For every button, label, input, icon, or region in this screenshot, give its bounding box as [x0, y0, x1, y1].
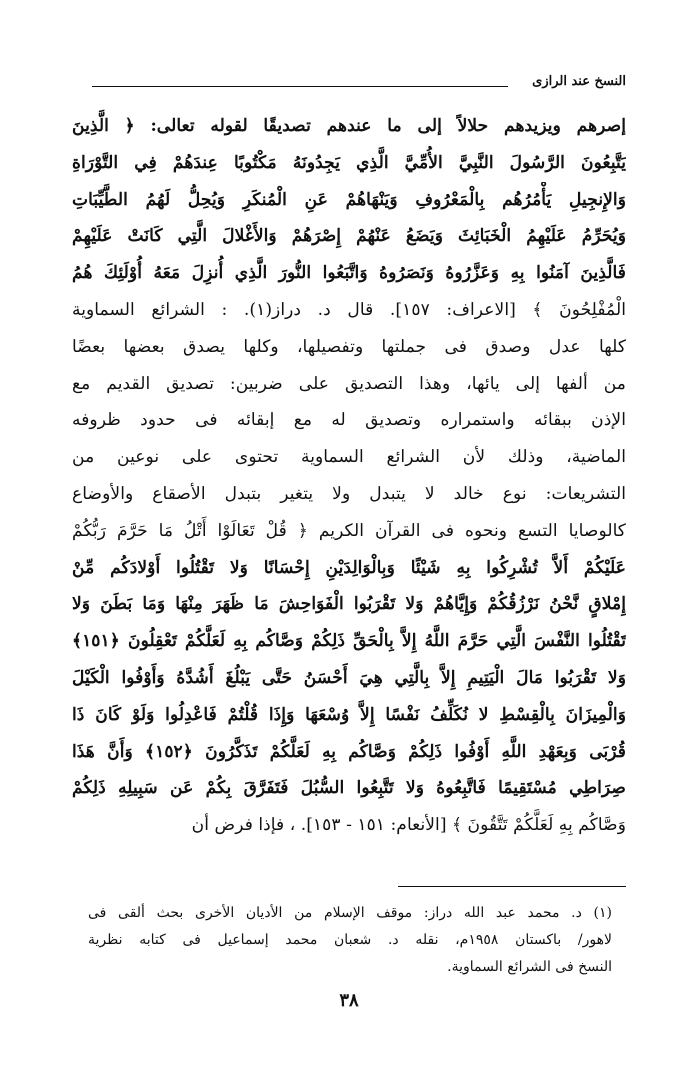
page-number: ٣٨: [339, 990, 359, 1011]
body-line: وَيُحَرِّمُ عَلَيْهِمُ الْخَبَائِثَ وَيَضَعُ عَنْهُمْ إِصْرَهُمْ وَالأَغْلالَ الَّتِي كَانَتْ عَلَيْهِمْ: [72, 226, 626, 247]
body-line: من ألفها إلى يائها، وهذا التصديق على ضربين: تصديق القديم مع: [72, 373, 626, 394]
body-line: صِرَاطِي مُسْتَقِيمًا فَاتَّبِعُوهُ وَلا تَتَّبِعُوا السُّبُلَ فَتَفَرَّقَ بِكُمْ عَن سَبِيلِهِ ذَلِكُمْ: [72, 778, 626, 799]
footnote-line: (١) د. محمد عبد الله دراز: موقف الإسلام من الأديان الأخرى بحث ألقى فى: [88, 905, 612, 921]
body-line: الإذن ببقائه واستمراره وتصديق له مع إبقائه فى حدود ظروفه: [72, 410, 626, 431]
body-line: فَالَّذِينَ آمَنُوا بِهِ وَعَزَّرُوهُ وَنَصَرُوهُ وَاتَّبَعُوا النُّورَ الَّذِي أُنزِلَ مَعَهُ أُوْلَئِكَ هُمُ: [72, 263, 626, 284]
body-line: إصرهم ويزيدهم حلالاً إلى ما عندهم تصديقًا لقوله تعالى: ﴿ الَّذِينَ: [72, 116, 626, 136]
running-header: [92, 76, 626, 94]
footnote-line: لاهور/ باكستان ١٩٥٨م، نقله د. شعبان محمد إسماعيل فى كتابه نظرية: [88, 932, 612, 948]
body-text: [72, 108, 626, 844]
body-line: الْمُفْلِحُونَ ﴾ [الاعراف: ١٥٧]. قال د. دراز(١). : الشرائع السماوية: [72, 299, 626, 320]
body-line: عَلَيْكُمْ أَلاَّ تُشْرِكُوا بِهِ شَيْئًا وَبِالْوَالِدَيْنِ إِحْسَانًا وَلا تَقْتُلُوا أَوْلادَكُم مِّنْ: [72, 557, 626, 578]
body-line: كالوصايا التسع ونحوه فى القرآن الكريم ﴿ قُلْ تَعَالَوْا أَتْلُ مَا حَرَّمَ رَبُّكُمْ: [72, 520, 626, 541]
footnotes: [88, 900, 612, 981]
body-line: تَقْتُلُوا النَّفْسَ الَّتِي حَرَّمَ اللَّهُ إِلاَّ بِالْحَقِّ ذَلِكُمْ وَصَّاكُم بِهِ لَعَلَّكُمْ تَعْقِلُونَ ﴿١٥١﴾: [72, 631, 626, 652]
body-line: وَصَّاكُم بِهِ لَعَلَّكُمْ تَتَّقُونَ ﴾ [الأنعام: ١٥١ - ١٥٣]. ، فإذا فرض أن: [191, 815, 626, 836]
body-line: كلها عدل وصدق فى جملتها وتفصيلها، وكلها يصدق بعضها بعضًا: [72, 336, 626, 357]
body-line: وَالإِنجِيلِ يَأْمُرُهُم بِالْمَعْرُوفِ وَيَنْهَاهُمْ عَنِ الْمُنكَرِ وَيُحِلُّ لَهُمُ الطَّيِّبَاتِ: [72, 189, 626, 210]
header-rule: [92, 86, 508, 87]
body-line: التشريعات: نوع خالد لا يتبدل ولا يتغير بتبدل الأصقاع والأوضاع: [72, 483, 626, 504]
body-line: وَلا تَقْرَبُوا مَالَ الْيَتِيمِ إِلاَّ بِالَّتِي هِيَ أَحْسَنُ حَتَّى يَبْلُغَ أَشُدَّهُ وَأَوْفُوا الْكَيْلَ: [72, 667, 626, 688]
footnote-line: النسخ فى الشرائع السماوية.: [447, 959, 612, 975]
body-line: الماضية، وذلك لأن الشرائع السماوية تحتوى على نوعين من: [72, 447, 626, 468]
running-head-title: النسخ عند الرازى: [532, 74, 626, 89]
footnote-separator: [398, 886, 626, 887]
body-line: قُرْبَى وَبِعَهْدِ اللَّهِ أَوْفُوا ذَلِكُمْ وَصَّاكُم بِهِ لَعَلَّكُمْ تَذَكَّرُونَ ﴿١٥٢﴾ وَأَنَّ هَذَا: [72, 741, 626, 762]
body-line: إِمْلاقٍ نَّحْنُ نَرْزُقُكُمْ وَإِيَّاهُمْ وَلا تَقْرَبُوا الْفَوَاحِشَ مَا ظَهَرَ مِنْهَا وَمَا بَطَنَ وَلا: [72, 594, 626, 615]
body-line: وَالْمِيزَانَ بِالْقِسْطِ لا نُكَلِّفُ نَفْسًا إِلاَّ وُسْعَهَا وَإِذَا قُلْتُمْ فَاعْدِلُوا وَلَوْ كَانَ ذَا: [72, 704, 626, 725]
body-line: يَتَّبِعُونَ الرَّسُولَ النَّبِيَّ الأُمِّيَّ الَّذِي يَجِدُونَهُ مَكْتُوبًا عِندَهُمْ فِي التَّوْرَاةِ: [72, 152, 626, 173]
